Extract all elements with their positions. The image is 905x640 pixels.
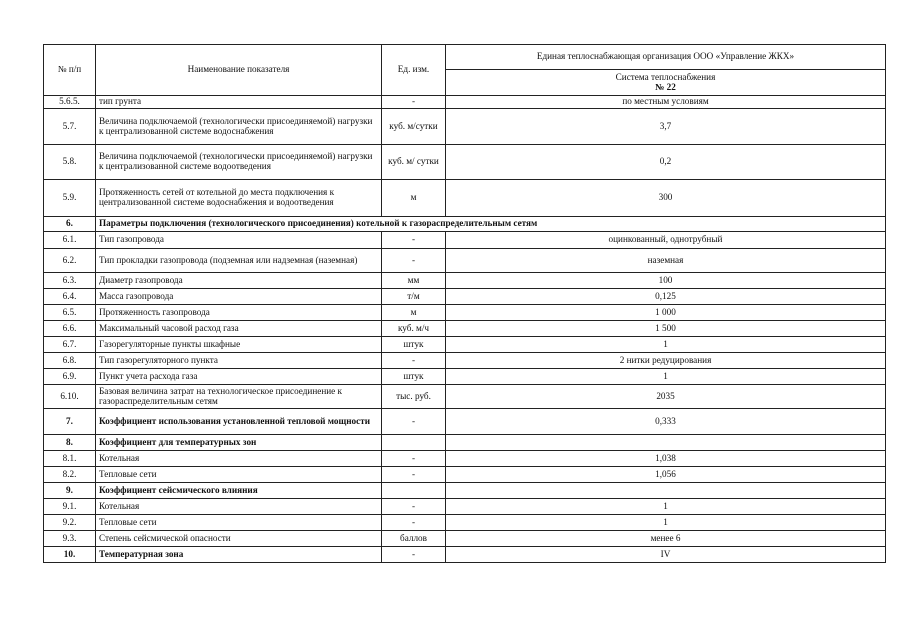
table-row: [44, 499, 886, 515]
table-row: [44, 232, 886, 249]
header-unit: Ед. изм.: [382, 45, 446, 96]
row-number: 6.4.: [44, 289, 96, 305]
row-number: 6.: [44, 217, 96, 232]
row-value: [446, 435, 886, 451]
row-value: оцинкованный, однотрубный: [446, 232, 886, 249]
row-value: 300: [446, 180, 886, 217]
row-value: 1,056: [446, 467, 886, 483]
row-value: 2035: [446, 385, 886, 409]
row-unit: [382, 435, 446, 451]
row-unit: -: [382, 232, 446, 249]
row-number: 6.5.: [44, 305, 96, 321]
row-number: 6.1.: [44, 232, 96, 249]
row-unit: -: [382, 96, 446, 109]
header-org: Единая теплоснабжающая организация ООО «Управление ЖКХ»: [446, 45, 886, 70]
row-value: наземная: [446, 249, 886, 273]
table-row: [44, 305, 886, 321]
row-value: 1: [446, 499, 886, 515]
row-value: 0,125: [446, 289, 886, 305]
row-unit: куб. м/сутки: [382, 109, 446, 145]
table-row: [44, 451, 886, 467]
table-row: [44, 515, 886, 531]
row-value: менее 6: [446, 531, 886, 547]
table-row: [44, 321, 886, 337]
table-row: [44, 337, 886, 353]
table-row: [44, 435, 886, 451]
table-row: [44, 96, 886, 109]
table-row: [44, 217, 886, 232]
table-row: [44, 289, 886, 305]
parameters-table: [43, 44, 886, 563]
row-number: 8.2.: [44, 467, 96, 483]
row-unit: -: [382, 547, 446, 563]
header-num: № п/п: [44, 45, 96, 96]
row-name: Величина подключаемой (технологически присоединяемой) нагрузки к централизованной системе водоотведения: [96, 145, 382, 180]
row-number: 9.3.: [44, 531, 96, 547]
row-name: Коэффициент использования установленной тепловой мощности: [96, 409, 382, 435]
row-number: 7.: [44, 409, 96, 435]
row-name: Котельная: [96, 499, 382, 515]
row-name: Тип газорегуляторного пункта: [96, 353, 382, 369]
row-unit: штук: [382, 369, 446, 385]
row-unit: мм: [382, 273, 446, 289]
row-number: 9.2.: [44, 515, 96, 531]
row-name: Температурная зона: [96, 547, 382, 563]
header-system: [446, 70, 886, 96]
row-number: 5.8.: [44, 145, 96, 180]
table-row: [44, 531, 886, 547]
table-row: [44, 145, 886, 180]
table-row: [44, 273, 886, 289]
row-name: Тип газопровода: [96, 232, 382, 249]
table-body: [44, 45, 886, 563]
row-number: 5.7.: [44, 109, 96, 145]
row-number: 9.: [44, 483, 96, 499]
row-name: Коэффициент сейсмического влияния: [96, 483, 382, 499]
row-number: 6.6.: [44, 321, 96, 337]
row-unit: штук: [382, 337, 446, 353]
row-unit: куб. м/ч: [382, 321, 446, 337]
row-number: 6.10.: [44, 385, 96, 409]
table-row: [44, 467, 886, 483]
row-unit: -: [382, 467, 446, 483]
row-unit: -: [382, 249, 446, 273]
row-unit: [382, 483, 446, 499]
row-number: 6.9.: [44, 369, 96, 385]
row-name: Пункт учета расхода газа: [96, 369, 382, 385]
row-value: 3,7: [446, 109, 886, 145]
row-name: Протяженность сетей от котельной до места подключения к централизованной системе водоснабжения и водоотведения: [96, 180, 382, 217]
row-name: Протяженность газопровода: [96, 305, 382, 321]
table-row: [44, 249, 886, 273]
row-value: 1: [446, 515, 886, 531]
row-name: Параметры подключения (технологического присоединения) котельной к газораспределительным сетям: [96, 217, 886, 232]
row-name: Степень сейсмической опасности: [96, 531, 382, 547]
row-name: Котельная: [96, 451, 382, 467]
table-row: [44, 385, 886, 409]
row-value: [446, 483, 886, 499]
row-unit: -: [382, 409, 446, 435]
row-value: 1 500: [446, 321, 886, 337]
row-unit: баллов: [382, 531, 446, 547]
row-unit: -: [382, 451, 446, 467]
row-value: IV: [446, 547, 886, 563]
row-name: Масса газопровода: [96, 289, 382, 305]
table-row: [44, 409, 886, 435]
row-name: Газорегуляторные пункты шкафные: [96, 337, 382, 353]
row-value: по местным условиям: [446, 96, 886, 109]
row-value: 1,038: [446, 451, 886, 467]
row-name: Тип прокладки газопровода (подземная или надземная (наземная): [96, 249, 382, 273]
row-unit: -: [382, 353, 446, 369]
row-unit: -: [382, 499, 446, 515]
row-name: Базовая величина затрат на технологическое присоединение к газораспределительным сетям: [96, 385, 382, 409]
row-number: 8.: [44, 435, 96, 451]
row-unit: куб. м/ сутки: [382, 145, 446, 180]
header-row: [44, 45, 886, 70]
row-name: Коэффициент для температурных зон: [96, 435, 382, 451]
table-row: [44, 483, 886, 499]
row-name: Максимальный часовой расход газа: [96, 321, 382, 337]
row-unit: тыс. руб.: [382, 385, 446, 409]
table-row: [44, 369, 886, 385]
header-system-label: Система теплоснабжения: [615, 71, 716, 82]
row-value: 1 000: [446, 305, 886, 321]
row-value: 1: [446, 369, 886, 385]
row-value: 0,333: [446, 409, 886, 435]
row-name: Величина подключаемой (технологически присоединяемой) нагрузки к централизованной системе водоснабжения: [96, 109, 382, 145]
row-number: 10.: [44, 547, 96, 563]
row-value: 2 нитки редуцирования: [446, 353, 886, 369]
row-name: тип грунта: [96, 96, 382, 109]
row-number: 6.2.: [44, 249, 96, 273]
row-unit: м: [382, 305, 446, 321]
row-unit: т/м: [382, 289, 446, 305]
row-unit: -: [382, 515, 446, 531]
row-unit: м: [382, 180, 446, 217]
row-number: 8.1.: [44, 451, 96, 467]
table-row: [44, 109, 886, 145]
row-name: Тепловые сети: [96, 467, 382, 483]
table-row: [44, 353, 886, 369]
table-row: [44, 547, 886, 563]
row-value: 1: [446, 337, 886, 353]
row-number: 5.9.: [44, 180, 96, 217]
row-name: Тепловые сети: [96, 515, 382, 531]
row-number: 6.7.: [44, 337, 96, 353]
row-value: 100: [446, 273, 886, 289]
row-name: Диаметр газопровода: [96, 273, 382, 289]
table-row: [44, 180, 886, 217]
header-name: Наименование показателя: [96, 45, 382, 96]
row-number: 6.3.: [44, 273, 96, 289]
row-value: 0,2: [446, 145, 886, 180]
row-number: 9.1.: [44, 499, 96, 515]
header-system-num: № 22: [655, 81, 676, 92]
row-number: 6.8.: [44, 353, 96, 369]
row-number: 5.6.5.: [44, 96, 96, 109]
